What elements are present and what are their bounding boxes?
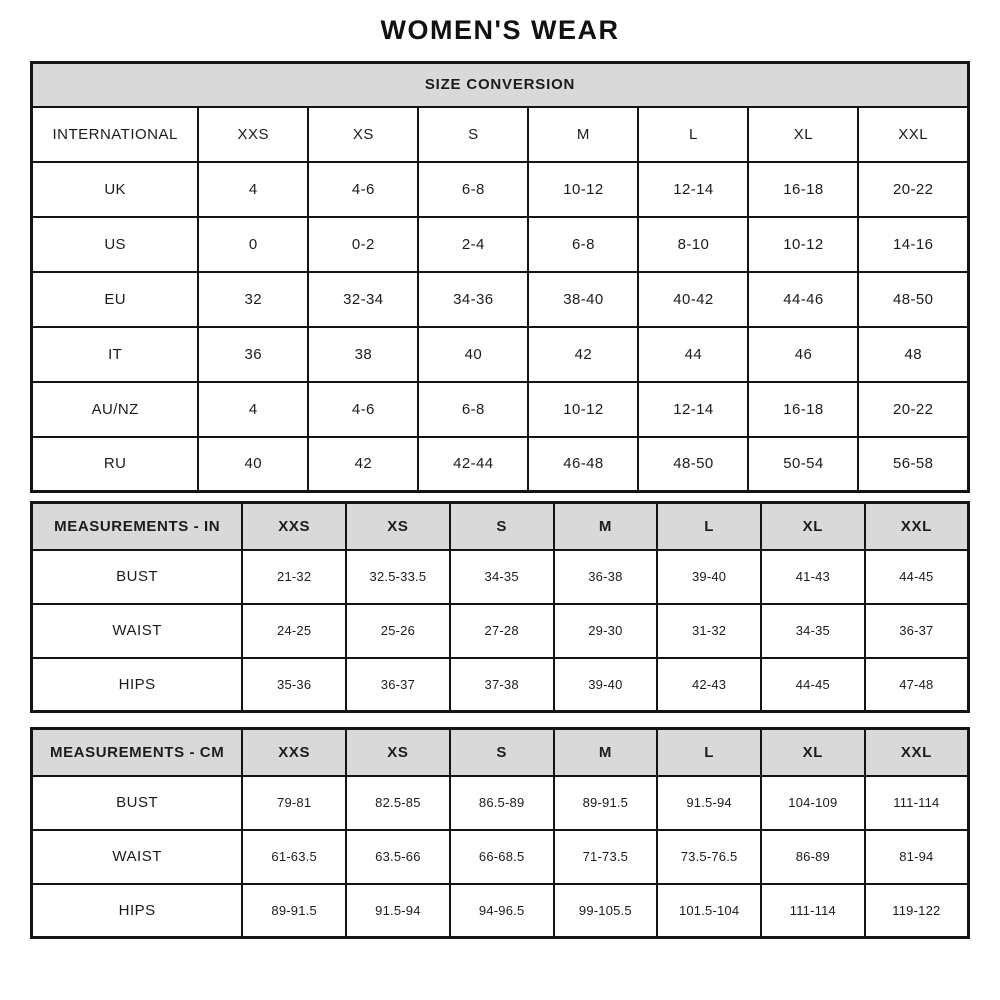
value-cell: 48-50 bbox=[638, 437, 748, 492]
value-cell: 86-89 bbox=[761, 830, 865, 884]
size-column-header: M bbox=[554, 503, 658, 550]
value-cell: 29-30 bbox=[554, 604, 658, 658]
value-cell: 91.5-94 bbox=[657, 776, 761, 830]
value-cell: 8-10 bbox=[638, 217, 748, 272]
size-column-header: XXS bbox=[242, 503, 346, 550]
measurements_cm-header-row bbox=[32, 729, 969, 776]
measurements_in-row-bust bbox=[32, 550, 969, 604]
value-cell: 37-38 bbox=[450, 658, 554, 712]
value-cell: 10-12 bbox=[528, 162, 638, 217]
value-cell: 0-2 bbox=[308, 217, 418, 272]
row-label: IT bbox=[32, 327, 199, 382]
size_conversion-row-ru bbox=[32, 437, 969, 492]
value-cell: 31-32 bbox=[657, 604, 761, 658]
size_conversion-banner-row bbox=[32, 63, 969, 107]
value-cell: 44-45 bbox=[761, 658, 865, 712]
value-cell: 40 bbox=[418, 327, 528, 382]
value-cell: 4 bbox=[198, 162, 308, 217]
value-cell: 46 bbox=[748, 327, 858, 382]
value-cell: 42 bbox=[528, 327, 638, 382]
size-column-header: XXS bbox=[198, 107, 308, 162]
size_conversion-banner: SIZE CONVERSION bbox=[32, 63, 969, 107]
row-label: HIPS bbox=[32, 658, 243, 712]
value-cell: 10-12 bbox=[748, 217, 858, 272]
size-column-header: M bbox=[528, 107, 638, 162]
value-cell: 44 bbox=[638, 327, 748, 382]
page-title: WOMEN'S WEAR bbox=[380, 15, 620, 45]
value-cell: 42-43 bbox=[657, 658, 761, 712]
value-cell: 36-38 bbox=[554, 550, 658, 604]
size-column-header: XXL bbox=[865, 503, 969, 550]
measurements_in-row-hips bbox=[32, 658, 969, 712]
value-cell: 34-35 bbox=[450, 550, 554, 604]
size-chart-page bbox=[30, 0, 970, 939]
value-cell: 16-18 bbox=[748, 382, 858, 437]
value-cell: 48 bbox=[858, 327, 968, 382]
value-cell: 21-32 bbox=[242, 550, 346, 604]
measurements_cm-row-hips bbox=[32, 884, 969, 938]
row-label: RU bbox=[32, 437, 199, 492]
size-column-header: XL bbox=[748, 107, 858, 162]
value-cell: 71-73.5 bbox=[554, 830, 658, 884]
measurements-in-table bbox=[30, 501, 970, 713]
value-cell: 36-37 bbox=[865, 604, 969, 658]
size-column-header: XXS bbox=[242, 729, 346, 776]
value-cell: 32.5-33.5 bbox=[346, 550, 450, 604]
value-cell: 10-12 bbox=[528, 382, 638, 437]
value-cell: 20-22 bbox=[858, 162, 968, 217]
row-label: EU bbox=[32, 272, 199, 327]
value-cell: 16-18 bbox=[748, 162, 858, 217]
value-cell: 32-34 bbox=[308, 272, 418, 327]
row-label: WAIST bbox=[32, 604, 243, 658]
value-cell: 27-28 bbox=[450, 604, 554, 658]
measurements_cm-row-bust bbox=[32, 776, 969, 830]
value-cell: 86.5-89 bbox=[450, 776, 554, 830]
value-cell: 39-40 bbox=[657, 550, 761, 604]
value-cell: 24-25 bbox=[242, 604, 346, 658]
value-cell: 111-114 bbox=[865, 776, 969, 830]
measurements_in-title: MEASUREMENTS - IN bbox=[32, 503, 243, 550]
value-cell: 34-35 bbox=[761, 604, 865, 658]
value-cell: 12-14 bbox=[638, 382, 748, 437]
size-column-header: M bbox=[554, 729, 658, 776]
value-cell: 2-4 bbox=[418, 217, 528, 272]
size_conversion-row-us bbox=[32, 217, 969, 272]
value-cell: 25-26 bbox=[346, 604, 450, 658]
value-cell: 101.5-104 bbox=[657, 884, 761, 938]
value-cell: 36 bbox=[198, 327, 308, 382]
size-conversion-table bbox=[30, 61, 970, 493]
value-cell: 20-22 bbox=[858, 382, 968, 437]
measurements_cm-row-waist bbox=[32, 830, 969, 884]
value-cell: 42 bbox=[308, 437, 418, 492]
row-label: BUST bbox=[32, 776, 243, 830]
size-column-header: L bbox=[657, 729, 761, 776]
size-column-header: XL bbox=[761, 729, 865, 776]
value-cell: 94-96.5 bbox=[450, 884, 554, 938]
size-column-header: XS bbox=[346, 729, 450, 776]
value-cell: 41-43 bbox=[761, 550, 865, 604]
value-cell: 61-63.5 bbox=[242, 830, 346, 884]
value-cell: 4-6 bbox=[308, 382, 418, 437]
value-cell: 35-36 bbox=[242, 658, 346, 712]
size-column-header: S bbox=[450, 503, 554, 550]
row-label: WAIST bbox=[32, 830, 243, 884]
size-column-header: XS bbox=[346, 503, 450, 550]
size-column-header: S bbox=[450, 729, 554, 776]
measurements-cm-table bbox=[30, 727, 970, 939]
size-column-header: L bbox=[657, 503, 761, 550]
value-cell: 89-91.5 bbox=[554, 776, 658, 830]
value-cell: 99-105.5 bbox=[554, 884, 658, 938]
value-cell: 34-36 bbox=[418, 272, 528, 327]
value-cell: 38-40 bbox=[528, 272, 638, 327]
value-cell: 44-46 bbox=[748, 272, 858, 327]
value-cell: 36-37 bbox=[346, 658, 450, 712]
value-cell: 40-42 bbox=[638, 272, 748, 327]
size-column-header: XL bbox=[761, 503, 865, 550]
size-column-header: XXL bbox=[865, 729, 969, 776]
value-cell: 6-8 bbox=[418, 382, 528, 437]
value-cell: 63.5-66 bbox=[346, 830, 450, 884]
value-cell: 38 bbox=[308, 327, 418, 382]
value-cell: 32 bbox=[198, 272, 308, 327]
measurements_cm-title: MEASUREMENTS - CM bbox=[32, 729, 243, 776]
value-cell: 12-14 bbox=[638, 162, 748, 217]
value-cell: 79-81 bbox=[242, 776, 346, 830]
row-label: AU/NZ bbox=[32, 382, 199, 437]
size-column-header: S bbox=[418, 107, 528, 162]
size-column-header: L bbox=[638, 107, 748, 162]
size_conversion-row-it bbox=[32, 327, 969, 382]
row-label: BUST bbox=[32, 550, 243, 604]
value-cell: 119-122 bbox=[865, 884, 969, 938]
row-label: HIPS bbox=[32, 884, 243, 938]
value-cell: 56-58 bbox=[858, 437, 968, 492]
size_conversion-row-au-nz bbox=[32, 382, 969, 437]
value-cell: 4-6 bbox=[308, 162, 418, 217]
size-column-header: XS bbox=[308, 107, 418, 162]
value-cell: 91.5-94 bbox=[346, 884, 450, 938]
size_conversion-row-uk bbox=[32, 162, 969, 217]
value-cell: 111-114 bbox=[761, 884, 865, 938]
value-cell: 66-68.5 bbox=[450, 830, 554, 884]
value-cell: 73.5-76.5 bbox=[657, 830, 761, 884]
value-cell: 44-45 bbox=[865, 550, 969, 604]
value-cell: 48-50 bbox=[858, 272, 968, 327]
value-cell: 6-8 bbox=[528, 217, 638, 272]
value-cell: 6-8 bbox=[418, 162, 528, 217]
value-cell: 46-48 bbox=[528, 437, 638, 492]
value-cell: 82.5-85 bbox=[346, 776, 450, 830]
value-cell: 40 bbox=[198, 437, 308, 492]
value-cell: 42-44 bbox=[418, 437, 528, 492]
row-label: UK bbox=[32, 162, 199, 217]
size-column-header: XXL bbox=[858, 107, 968, 162]
value-cell: 81-94 bbox=[865, 830, 969, 884]
value-cell: 14-16 bbox=[858, 217, 968, 272]
row-label: US bbox=[32, 217, 199, 272]
value-cell: 39-40 bbox=[554, 658, 658, 712]
row-label-column-header: INTERNATIONAL bbox=[32, 107, 199, 162]
value-cell: 4 bbox=[198, 382, 308, 437]
value-cell: 0 bbox=[198, 217, 308, 272]
value-cell: 89-91.5 bbox=[242, 884, 346, 938]
value-cell: 104-109 bbox=[761, 776, 865, 830]
measurements_in-header-row bbox=[32, 503, 969, 550]
value-cell: 47-48 bbox=[865, 658, 969, 712]
size_conversion-row-eu bbox=[32, 272, 969, 327]
value-cell: 50-54 bbox=[748, 437, 858, 492]
size_conversion-columns-row bbox=[32, 107, 969, 162]
measurements_in-row-waist bbox=[32, 604, 969, 658]
